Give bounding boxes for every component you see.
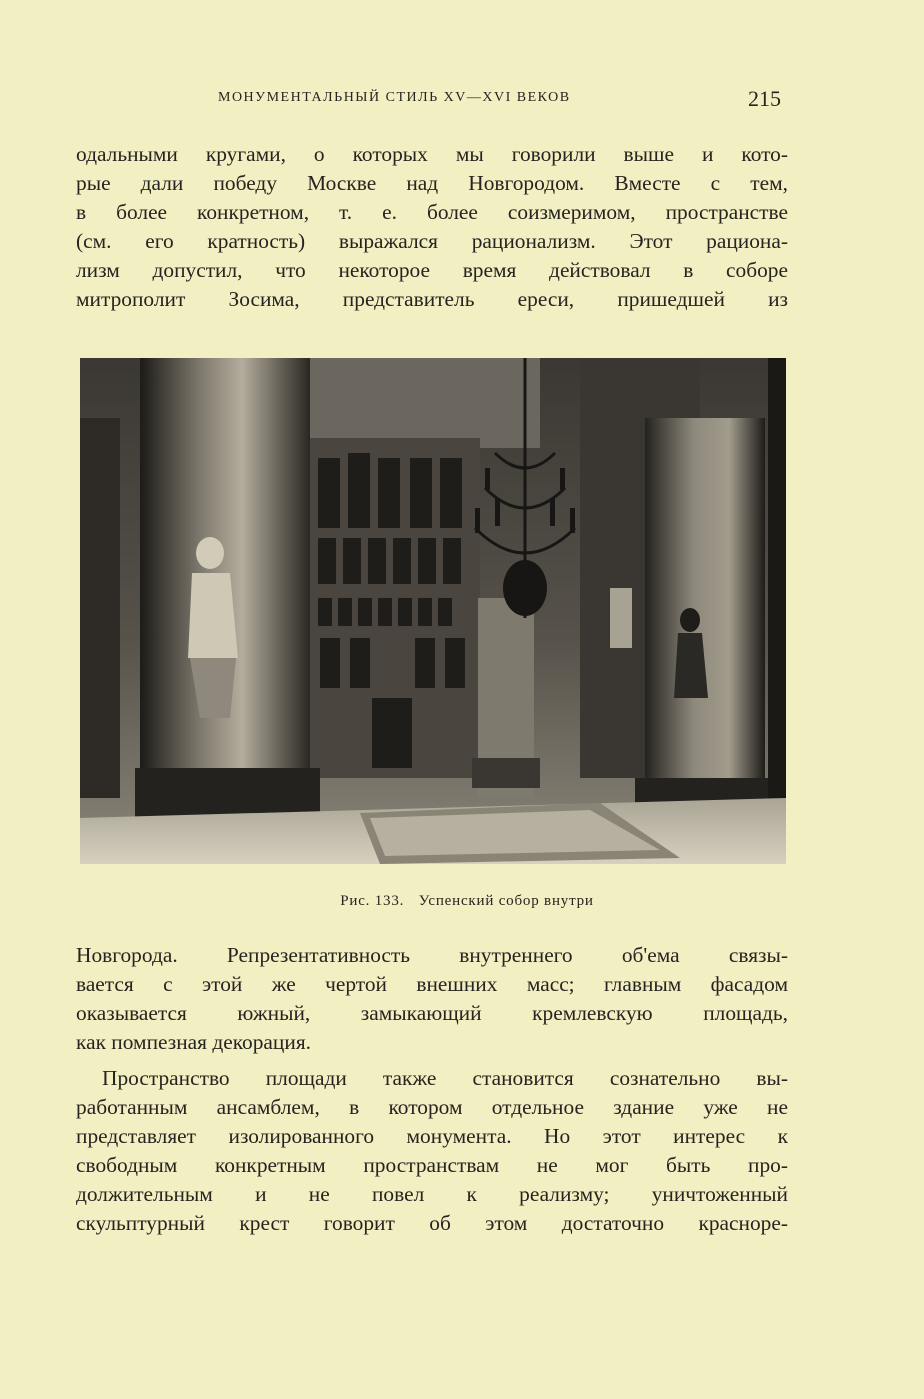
paragraph-1 [76, 140, 788, 314]
text-line: работанным ансамблем, в котором отдельное здание уже не [76, 1095, 788, 1119]
text-line: скульптурный крест говорит об этом достаточно красноре- [76, 1211, 788, 1235]
text-line: вается с этой же чертой внешних масс; главным фасадом [76, 972, 788, 996]
text-line: рые дали победу Москве над Новгородом. Вместе с тем, [76, 171, 788, 195]
text-line: одальными кругами, о которых мы говорили выше и кото- [76, 142, 788, 166]
text-line: (см. его кратность) выражался рационализм. Этот рациона- [76, 229, 788, 253]
text-line: оказывается южный, замыкающий кремлевскую площадь, [76, 1001, 788, 1025]
text-line: должительным и не повел к реализму; уничтоженный [76, 1182, 788, 1206]
text-line: Новгорода. Репрезентативность внутреннего об'ема связы- [76, 943, 788, 967]
caption-text: Успенский собор внутри [418, 893, 594, 909]
page-number: 215 [748, 86, 781, 111]
cathedral-interior-photo [80, 358, 786, 864]
text-line: митрополит Зосима, представитель ереси, пришедшей из [76, 287, 788, 311]
figure-caption [0, 893, 924, 910]
text-line: свободным конкретным пространствам не мог быть про- [76, 1153, 788, 1177]
paragraph-3 [76, 1064, 788, 1238]
text-line: лизм допустил, что некоторое время действовал в соборе [76, 258, 788, 282]
running-title: МОНУМЕНТАЛЬНЫЙ СТИЛЬ XV—XVI ВЕКОВ [218, 90, 571, 105]
paragraph-2 [76, 941, 788, 1057]
text-line: представляет изолированного монумента. Но этот интерес к [76, 1124, 788, 1148]
text-line: как помпезная декорация. [76, 1030, 312, 1054]
photo-illustration [80, 358, 786, 864]
text-line: в более конкретном, т. е. более соизмеримом, пространстве [76, 200, 788, 224]
page-header [0, 86, 924, 116]
caption-number: Рис. 133. [340, 893, 405, 909]
text-line: Пространство площади также становится сознательно вы- [102, 1066, 788, 1090]
